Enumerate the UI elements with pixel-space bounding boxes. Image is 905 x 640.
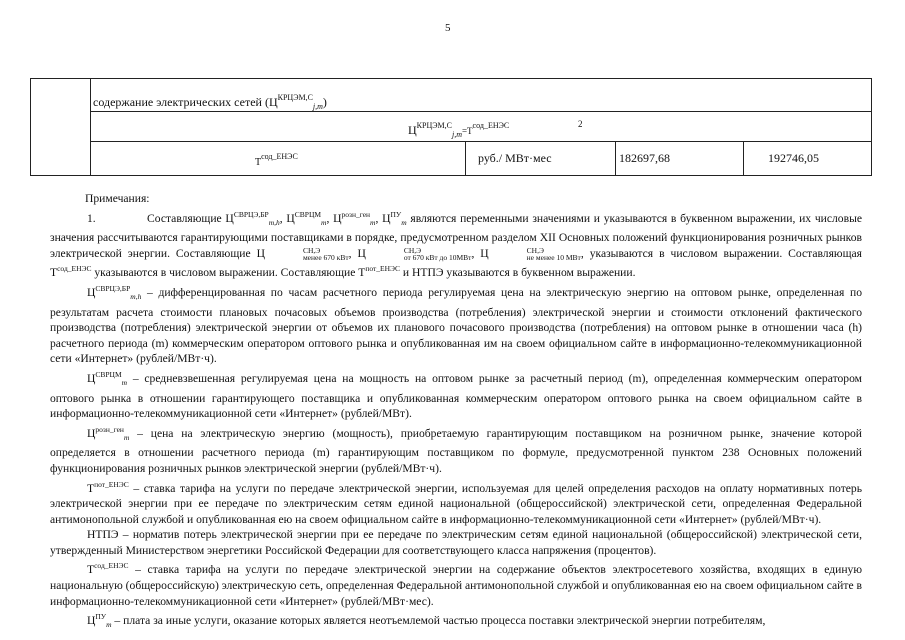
note-text: и НТПЭ указываются в буквенном выражении. [400,266,636,280]
notes-section [50,191,862,633]
formula-subscript: менее 670 кВт [302,252,349,262]
note-paragraph-4 [50,422,862,477]
note-number: 1. [87,211,96,225]
formula-symbol: Ц [87,614,96,628]
formula-subscript: m [321,217,327,227]
table-col-divider [743,141,744,176]
formula-subscript: не менее 10 МВт [526,252,581,262]
note-text: , Ц [375,211,391,225]
note-text: , Ц [348,246,366,260]
formula-superscript: КРЦЭМ,С [416,121,452,130]
formula-superscript: СН,Э [302,245,321,255]
formula-superscript: СН,Э [526,245,544,255]
note-text: указываются в числовом выражении. Составляющие Т [91,266,366,280]
note-paragraph-3 [50,367,862,422]
formula-symbol: Т [87,481,95,495]
maintenance-text: содержание электрических сетей (Ц [93,95,278,109]
note-paragraph-1 [50,207,862,281]
table-formula-row [408,121,509,139]
note-text: являются переменными значениями и указываются в буквенном выражении, их числовые значения рассчитываются гарантирующими поставщиками в порядке, предусмотренном разделом XII Основных положений функционирования розничных рынков электрической энергии. Составляющие Ц [50,211,862,260]
formula-symbol: Ц [408,123,417,137]
formula-subscript: m [401,217,407,227]
note-text: – средневзвешенная регулируемая цена на мощность на оптовом рынке за расчетный период (m), определенная коммерческим оператором оптового рынка в отношении гарантирующего поставщика и опубликованная коммерческим оператором оптового рынка на своем официальном сайте в информационно-телекоммуникационной сети «Интернет» (рублей/МВт). [50,371,862,421]
note-text: – ставка тарифа на услуги по передаче электрической энергии, используемая для целей определения расходов на оплату нормативных потерь электрической энергии при ее передаче по электрическим сетям единой национальной (общероссийской) электрической сети, определенная Федеральной антимонопольной службой и опубликованная ею на своем официальном сайте в информационно-телекоммуникационной сети «Интернет» (рублей/МВт·ч). [50,481,862,526]
table-border-top [30,78,872,79]
note-paragraph-2 [50,281,862,367]
formula-superscript: розн_ген [95,424,124,434]
formula-subscript: m [106,620,112,630]
note-text: Составляющие Ц [147,211,234,225]
formula-symbol: Ц [87,371,96,385]
note-paragraph-7 [50,558,862,609]
formula-superscript: ПУ [390,209,402,219]
formula-symbol: Т [255,157,262,168]
formula-superscript: СВРЦМ [294,209,322,219]
note-paragraph-6: НТПЭ – норматив потерь электрической энергии при ее передаче по электрическим сетям единой национальной (общероссийской) электрической сети, утвержденный Министерством энергетики Российской Федерации для соответствующего класса напряжения (процентов). [50,528,862,557]
formula-subscript: m,h [130,291,142,301]
formula-symbol: Ц [87,285,96,299]
formula-equals: =Т [461,126,473,136]
note-text: , Ц [326,211,342,225]
table-row-divider [90,141,872,142]
formula-superscript: СВРЦЭ,БР [95,283,131,293]
formula-paren: ) [322,95,327,109]
formula-superscript: СВРЦЭ,БР [233,209,269,219]
note-text: – цена на электрическую энергию (мощность), приобретаемую гарантирующим поставщиком на розничном рынке, значение которой определяется в отношении расчетного периода (m) гарантирующим поставщиком по формуле, предусмотренной пунктом 238 Основных положений функционирования розничных рынков электрической энергии (рублей/МВт·ч). [50,426,862,475]
formula-superscript: сод_ЕНЭС [472,121,510,130]
table-border-bottom [30,175,872,176]
tariff-table [30,78,872,176]
formula-symbol: Т [87,563,95,577]
notes-header: Примечания: [85,192,150,205]
formula-subscript: j,m [451,130,462,139]
table-border-left [30,78,31,176]
formula-superscript: СВРЦМ [95,369,122,379]
note-text: – ставка тарифа на услуги по передаче электрической энергии на содержание объектов электросетевого хозяйства, входящих в единую национальную (общероссийскую) электрическую сеть, определенная Федеральной антимонопольной службой и опубликованная ею на своем официальном сайте в информационно-телекоммуникационной сети «Интернет» (рублей/МВт·мес). [50,563,862,608]
formula-superscript: сод_ЕНЭС [261,152,298,161]
formula-subscript: m [370,217,376,227]
table-value-1: 182697,68 [619,151,670,165]
formula-superscript: розн_ген [341,209,371,219]
formula-subscript: от 670 кВт до 10МВт [403,252,472,262]
table-value-2: 192746,05 [768,151,819,165]
table-col-divider [90,78,91,176]
formula-superscript: СН,Э [403,245,422,255]
table-row-maintenance-label [93,93,327,111]
table-col-divider [615,141,616,176]
table-tariff-symbol [255,152,298,169]
note-text: , Ц [471,246,489,260]
formula-superscript: КРЦЭМ,С [277,93,313,102]
formula-symbol: Ц [87,426,96,440]
table-unit: руб./ МВт·мес [478,151,552,165]
note-paragraph-8 [50,609,862,633]
formula-superscript: сод_ЕНЭС [57,264,92,274]
table-col-divider [465,141,466,176]
formula-index: 2 [578,119,583,129]
page-number: 5 [445,22,451,34]
formula-superscript: ПУ [95,612,107,622]
note-text: – дифференцированная по часам расчетного периода регулируемая цена на электрическую энергию на оптовом рынке, определенная по результатам расчета стоимости плановых почасовых объемов производства (потребления) электрической энергии и стоимости отклонений фактического производства (потребления) электрической энергии от объемов их планового почасового производства (потребления) на оптовом рынке в отношении часа (h) расчетного периода (m) коммерческим оператором оптового рынка и опубликованная им на своем официальном сайте в информационно-телекоммуникационной сети «Интернет» (рублей/МВт·ч). [50,285,862,366]
formula-subscript: m,h [268,217,280,227]
table-row-divider [90,111,872,112]
formula-superscript: сод_ЕНЭС [94,561,129,571]
formula-subscript: j,m [312,102,323,111]
formula-subscript: m [121,377,128,387]
table-border-right [871,78,872,176]
note-text: – плата за иные услуги, оказание которых является неотъемлемой частью процесса поставки электрической энергии потребителям, [111,614,766,628]
formula-superscript: пот_ЕНЭС [94,479,129,489]
note-text: , указываются в числовом выражении. Составляющая Т [50,246,862,280]
note-paragraph-5 [50,477,862,528]
formula-subscript: m [123,432,130,442]
note-text: , Ц [279,211,295,225]
formula-superscript: пот_ЕНЭС [365,264,401,274]
